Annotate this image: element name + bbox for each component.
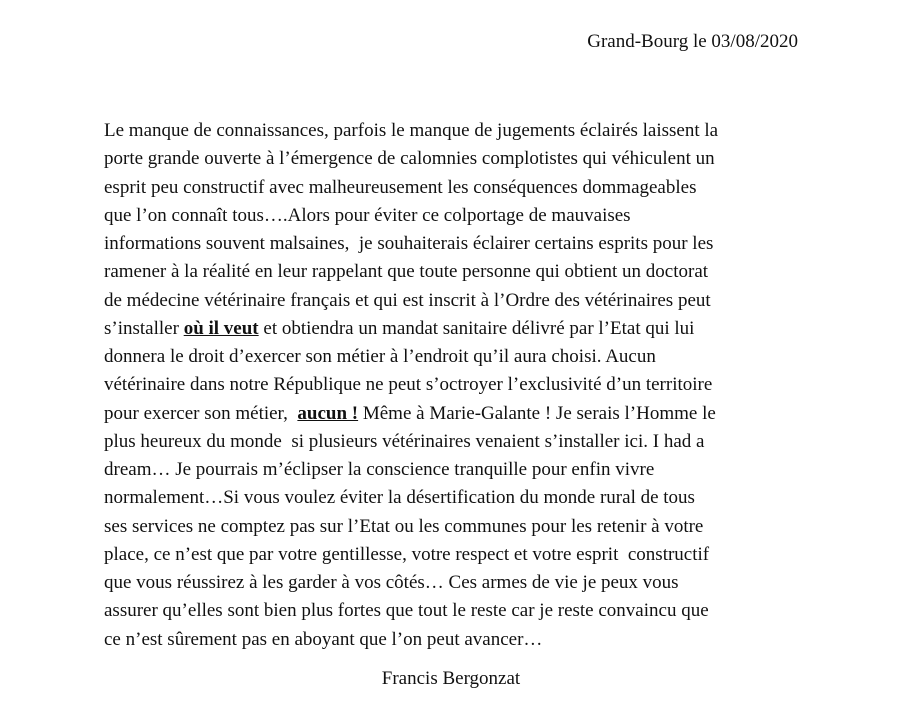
body-line: assurer qu’elles sont bien plus fortes que tout le reste car je reste convaincu que <box>104 600 709 622</box>
body-line-emphasis-aucun <box>104 400 804 428</box>
body-line-emphasis-ou-il-veut <box>104 315 804 343</box>
body-line: de médecine vétérinaire français et qui est inscrit à l’Ordre des vétérinaires peut <box>104 289 711 311</box>
letter-signature: Francis Bergonzat <box>381 668 521 689</box>
line-text-before: pour exercer son métier, <box>104 402 298 424</box>
emphasis-ou-il-veut: où il veut <box>183 317 259 339</box>
line-text-before: s’installer <box>104 317 184 339</box>
body-line: vétérinaire dans notre République ne peut s’octroyer l’exclusivité d’un territoire <box>104 374 713 396</box>
body-line: Le manque de connaissances, parfois le manque de jugements éclairés laissent la <box>104 120 719 141</box>
body-line: place, ce n’est que par votre gentillesse, votre respect et votre esprit constructif <box>104 543 710 565</box>
body-line: que l’on connaît tous….Alors pour éviter ce colportage de mauvaises <box>104 204 631 226</box>
line-text-after: et obtiendra un mandat sanitaire délivré par l’Etat qui lui <box>258 317 695 339</box>
body-line: que vous réussirez à les garder à vos côtés… Ces armes de vie je peux vous <box>104 572 679 593</box>
body-line: ramener à la réalité en leur rappelant que toute personne qui obtient un doctorat <box>104 261 709 283</box>
body-line: informations souvent malsaines, je souhaiterais éclairer certains esprits pour les <box>104 233 714 254</box>
body-line: ce n’est sûrement pas en aboyant que l’on peut avancer… <box>104 628 543 650</box>
body-line: donnera le droit d’exercer son métier à l’endroit qu’il aura choisi. Aucun <box>104 346 656 367</box>
body-line: plus heureux du monde si plusieurs vétérinaires venaient s’installer ici. I had a <box>104 430 705 452</box>
body-line: dream… Je pourrais m’éclipser la conscience tranquille pour enfin vivre <box>104 459 655 480</box>
line-text-after: Même à Marie-Galante ! Je serais l’Homme le <box>358 402 716 424</box>
letter-date-line: Grand-Bourg le 03/08/2020 <box>587 31 798 52</box>
body-line: porte grande ouverte à l’émergence de calomnies complotistes qui véhiculent un <box>104 148 715 170</box>
body-line: ses services ne comptez pas sur l’Etat ou les communes pour les retenir à votre <box>104 515 704 537</box>
body-line: normalement…Si vous voulez éviter la désertification du monde rural de tous <box>104 487 695 509</box>
letter-body <box>104 117 804 654</box>
emphasis-aucun: aucun ! <box>297 402 359 424</box>
body-line: esprit peu constructif avec malheureusement les conséquences dommageables <box>104 176 697 198</box>
